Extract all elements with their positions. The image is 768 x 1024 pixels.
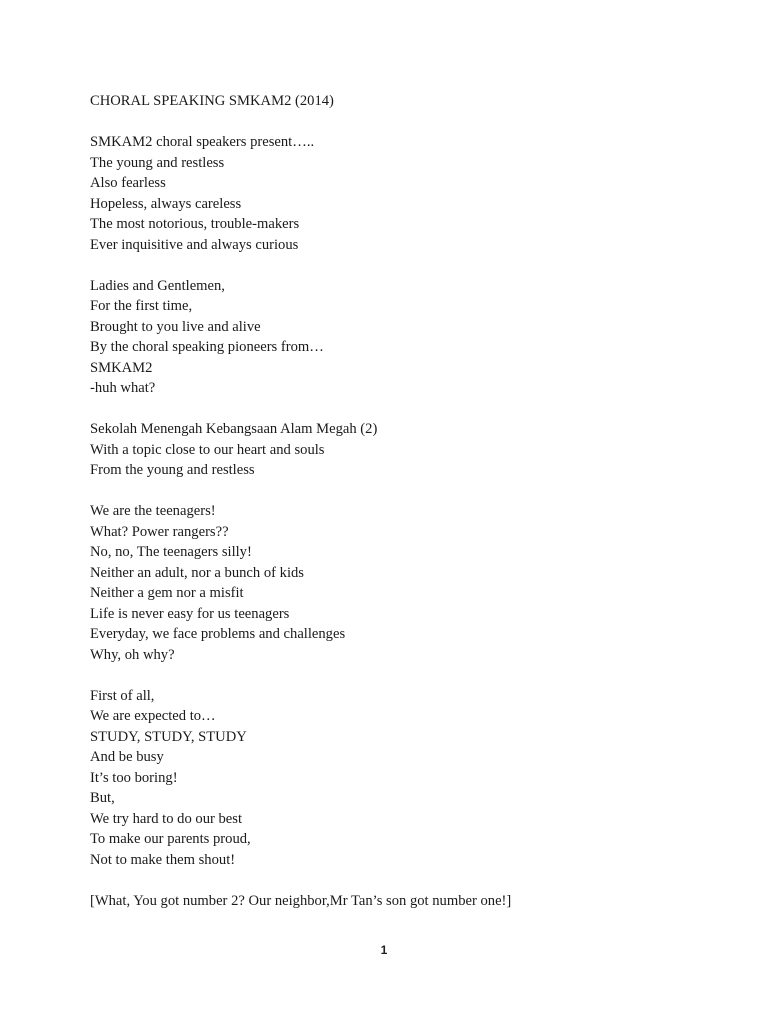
verse-line: Ever inquisitive and always curious xyxy=(90,236,299,253)
stanza xyxy=(90,501,710,665)
blank-line xyxy=(90,255,710,276)
document-body xyxy=(90,91,710,911)
verse-line: For the first time, xyxy=(90,298,193,314)
stanza xyxy=(90,276,710,399)
blank-line xyxy=(90,481,710,502)
verse-line: Life is never easy for us teenagers xyxy=(90,605,290,622)
verse-line: Also fearless xyxy=(90,175,166,191)
verse-line: Everyday, we face problems and challenges xyxy=(90,626,346,642)
verse-line-bracketed: [What, You got number 2? Our neighbor,Mr Tan’s son got number one!] xyxy=(90,892,512,909)
blank-line xyxy=(90,870,710,891)
verse-line: It’s too boring! xyxy=(90,769,178,786)
verse-line: We are expected to… xyxy=(90,708,216,724)
page-number: 1 xyxy=(380,943,388,957)
verse-line: The young and restless xyxy=(90,154,225,171)
blank-line xyxy=(90,399,710,420)
verse-line: SMKAM2 choral speakers present….. xyxy=(90,134,315,150)
blank-line xyxy=(90,112,710,133)
stanza xyxy=(90,132,710,255)
verse-line: Why, oh why? xyxy=(90,646,175,663)
verse-line: Neither a gem nor a misfit xyxy=(90,585,244,601)
verse-line: Sekolah Menengah Kebangsaan Alam Megah (2) xyxy=(90,421,378,437)
verse-line: Not to make them shout! xyxy=(90,851,236,868)
stanza xyxy=(90,419,710,481)
verse-line: -huh what? xyxy=(90,380,156,396)
verse-line: STUDY, STUDY, STUDY xyxy=(90,728,247,745)
verse-line: We try hard to do our best xyxy=(90,810,243,827)
verse-line: We are the teenagers! xyxy=(90,503,216,519)
verse-line: What? Power rangers?? xyxy=(90,523,229,540)
verse-line: By the choral speaking pioneers from… xyxy=(90,339,324,355)
verse-line: And be busy xyxy=(90,749,164,765)
verse-line: SMKAM2 xyxy=(90,359,153,376)
verse-line: No, no, The teenagers silly! xyxy=(90,544,252,560)
stanza xyxy=(90,686,710,871)
verse-line: Ladies and Gentlemen, xyxy=(90,277,225,294)
verse-line: First of all, xyxy=(90,687,155,704)
verse-line: From the young and restless xyxy=(90,462,255,478)
verse-line: With a topic close to our heart and souls xyxy=(90,441,325,458)
verse-line: The most notorious, trouble-makers xyxy=(90,216,300,232)
verse-line: But, xyxy=(90,790,115,806)
verse-line: Neither an adult, nor a bunch of kids xyxy=(90,564,304,581)
verse-line: Brought to you live and alive xyxy=(90,318,261,335)
blank-line xyxy=(90,665,710,686)
document-title: CHORAL SPEAKING SMKAM2 (2014) xyxy=(90,93,334,109)
verse-line: Hopeless, always careless xyxy=(90,195,242,212)
stanza xyxy=(90,891,710,912)
verse-line: To make our parents proud, xyxy=(90,831,251,847)
